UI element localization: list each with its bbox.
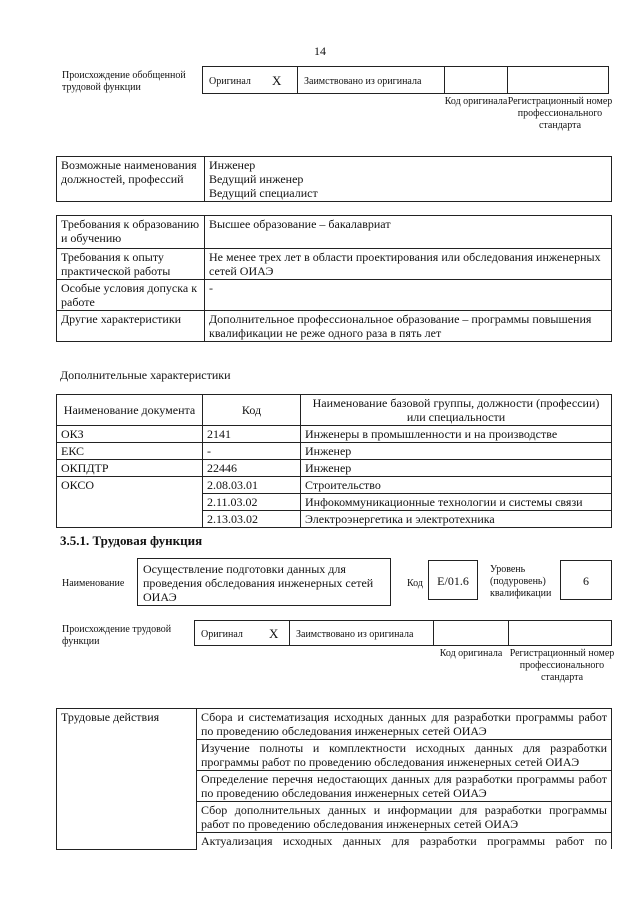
reg-caption: Регистрационный номер профессионального стандарта xyxy=(507,96,613,131)
table-row xyxy=(57,443,612,460)
row-doc: ОКЗ xyxy=(57,426,203,443)
row-name: Инфокоммуникационные технологии и системы связи xyxy=(301,494,612,511)
req-value: - xyxy=(205,280,612,311)
positions-table xyxy=(56,156,612,202)
row-code: 22446 xyxy=(203,460,301,477)
row-name: Инженеры в промышленности и на производстве xyxy=(301,426,612,443)
row-code: 2.08.03.01 xyxy=(203,477,301,494)
action-item: Актуализация исходных данных для разработки программы работ по xyxy=(197,833,612,850)
req-label: Требования к образованию и обучению xyxy=(57,216,205,249)
reg-caption: Регистрационный номер профессионального стандарта xyxy=(509,648,615,683)
req-value: Дополнительное профессиональное образование – программы повышения квалификации не реже одного раза в пять лет xyxy=(205,311,612,342)
position-item: Ведущий инженер xyxy=(209,172,304,186)
function-code: E/01.6 xyxy=(437,574,469,588)
req-label: Особые условия допуска к работе xyxy=(57,280,205,311)
row-code: 2.13.03.02 xyxy=(203,511,301,528)
borrowed-label: Заимствовано из оригинала xyxy=(296,629,414,640)
code-caption: Код оригинала xyxy=(439,648,503,659)
borrowed-label: Заимствовано из оригинала xyxy=(304,76,422,87)
actions-table xyxy=(56,708,612,850)
row-name: Строительство xyxy=(301,477,612,494)
additional-title: Дополнительные характеристики xyxy=(60,368,231,382)
code-cell xyxy=(444,66,508,94)
req-label: Другие характеристики xyxy=(57,311,205,342)
code-cell xyxy=(433,620,509,646)
reg-cell xyxy=(507,66,609,94)
header-code: Код xyxy=(203,395,301,426)
requirements-table xyxy=(56,215,612,342)
additional-table xyxy=(56,394,612,528)
position-item: Ведущий специалист xyxy=(209,186,318,200)
original-mark: X xyxy=(272,73,282,88)
req-value: Не менее трех лет в области проектирования или обследования инженерных сетей ОИАЭ xyxy=(205,249,612,280)
table-row xyxy=(57,477,612,494)
table-row xyxy=(57,426,612,443)
position-item: Инженер xyxy=(209,158,256,172)
positions-values xyxy=(205,157,612,202)
positions-label: Возможные наименования должностей, профессий xyxy=(57,157,205,202)
function-name: Осуществление подготовки данных для проведения обследования инженерных сетей ОИАЭ xyxy=(143,562,374,604)
actions-label: Трудовые действия xyxy=(57,709,197,850)
row-name: Инженер xyxy=(301,460,612,477)
level-box xyxy=(560,560,612,600)
original-mark: X xyxy=(269,626,279,641)
action-item: Сбор дополнительных данных и информации для разработки программы работ по проведению обследования инженерных сетей ОИАЭ xyxy=(197,802,612,833)
req-value: Высшее образование – бакалавриат xyxy=(205,216,612,249)
row-name: Электроэнергетика и электротехника xyxy=(301,511,612,528)
row-name: Инженер xyxy=(301,443,612,460)
function-heading: 3.5.1. Трудовая функция xyxy=(60,533,203,548)
action-item: Изучение полноты и комплектности исходных данных для разработки программы работ по проведению обследования инженерных сетей ОИАЭ xyxy=(197,740,612,771)
row-code: - xyxy=(203,443,301,460)
name-box xyxy=(137,558,391,606)
name-label: Наименование xyxy=(62,578,125,589)
row-doc: ОКСО xyxy=(57,477,203,528)
header-name: Наименование базовой группы, должности (профессии) или специальности xyxy=(301,395,612,426)
row-doc: ОКПДТР xyxy=(57,460,203,477)
original-label: Оригинал xyxy=(201,629,243,640)
header-doc: Наименование документа xyxy=(57,395,203,426)
table-row xyxy=(57,460,612,477)
row-code: 2141 xyxy=(203,426,301,443)
row-code: 2.11.03.02 xyxy=(203,494,301,511)
page-number: 14 xyxy=(314,44,326,58)
level-label: Уровень (подуровень) квалификации xyxy=(490,564,552,599)
row-doc: ЕКС xyxy=(57,443,203,460)
code-caption: Код оригинала xyxy=(444,96,508,107)
original-label: Оригинал xyxy=(209,76,251,87)
reg-cell xyxy=(508,620,612,646)
code-box xyxy=(428,560,478,600)
origin-label: Происхождение обобщенной трудовой функции xyxy=(62,70,186,93)
level-value: 6 xyxy=(583,574,589,588)
origin2-label: Происхождение трудовой функции xyxy=(62,624,172,647)
req-label: Требования к опыту практической работы xyxy=(57,249,205,280)
code-label: Код xyxy=(407,578,423,589)
action-item: Сбора и систематизация исходных данных для разработки программы работ по проведению обследования инженерных сетей ОИАЭ xyxy=(197,709,612,740)
action-item: Определение перечня недостающих данных для разработки программы работ по проведению обследования инженерных сетей ОИАЭ xyxy=(197,771,612,802)
